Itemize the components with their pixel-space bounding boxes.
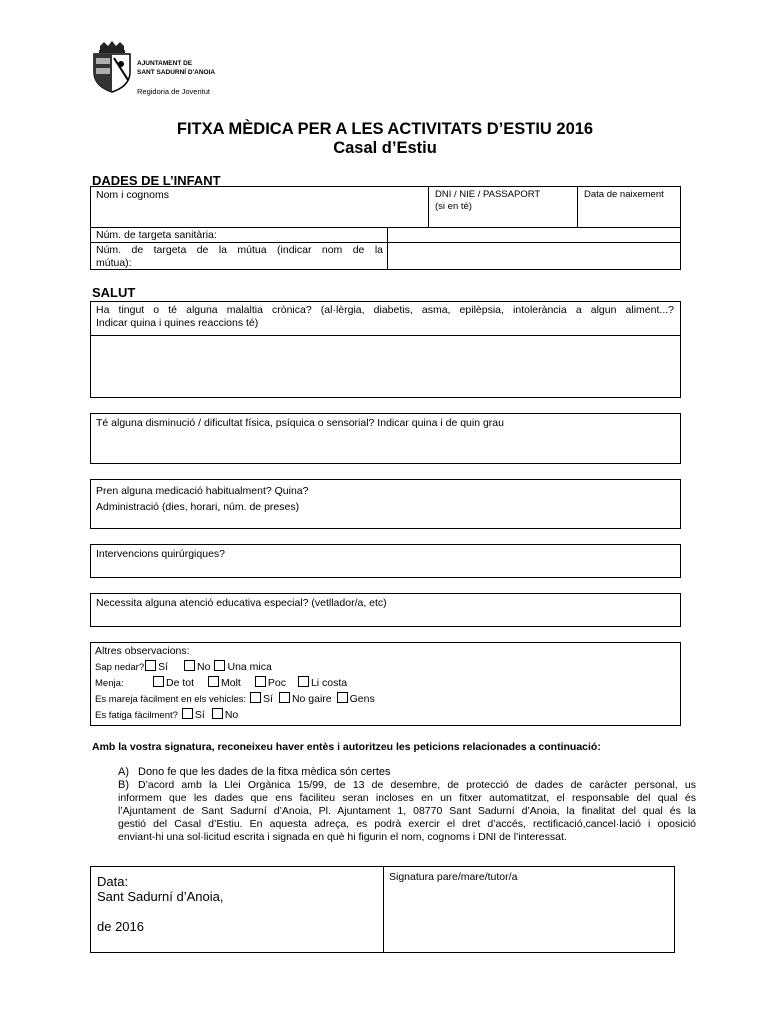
- label-mutua-line1: Núm. de targeta de la mútua (indicar nom de la: [96, 244, 383, 256]
- page-subtitle: Casal d’Estiu: [333, 139, 437, 157]
- org-name: [137, 59, 215, 77]
- field-naixement[interactable]: [577, 186, 681, 228]
- row-vehicles: [95, 692, 375, 705]
- label-lloc: Sant Sadurní d’Anoia,: [97, 889, 224, 904]
- option-nedar-si: Sí: [158, 661, 169, 673]
- consent-b-text: [118, 779, 696, 844]
- row-nedar: [95, 660, 272, 673]
- label-targeta-cell: [90, 227, 388, 243]
- label-dni: [435, 189, 540, 213]
- label-medicacio-line2: Administració (dies, horari, núm. de preses): [96, 501, 300, 513]
- label-intervencions: Intervencions quirúrgiques?: [96, 548, 225, 560]
- label-mutua-cell: [90, 242, 388, 270]
- checkbox-menja-poc[interactable]: [255, 676, 266, 687]
- checkbox-menja-de-tot[interactable]: [153, 676, 164, 687]
- coat-of-arms-icon: [90, 40, 134, 94]
- consent-a: [118, 766, 391, 778]
- divider: [91, 335, 680, 336]
- label-medicacio-line1: Pren alguna medicació habitualment? Quina?: [96, 485, 309, 497]
- label-dni-line2: (si en té): [435, 201, 472, 212]
- field-targeta[interactable]: [387, 227, 681, 243]
- option-nedar-no: No: [197, 661, 211, 673]
- label-atencio: Necessita alguna atenció educativa especial? (vetllador/a, etc): [96, 597, 387, 609]
- label-signatura: Signatura pare/mare/tutor/a: [389, 871, 518, 883]
- field-dni[interactable]: [428, 186, 578, 228]
- field-cronica[interactable]: [90, 301, 681, 398]
- label-dni-line1: DNI / NIE / PASSAPORT: [435, 189, 541, 200]
- field-atencio[interactable]: [90, 593, 681, 627]
- page-title: FITXA MÈDICA PER A LES ACTIVITATS D’ESTIU 2016: [176, 120, 594, 138]
- option-vehicles-gens: Gens: [349, 693, 375, 705]
- row-menja: [95, 676, 347, 689]
- row-fatiga: [95, 708, 238, 721]
- checkbox-nedar-una-mica[interactable]: [214, 660, 225, 671]
- option-menja-li-costa: Li costa: [310, 677, 348, 689]
- checkbox-vehicles-gens[interactable]: [337, 692, 348, 703]
- label-nedar: Sap nedar?: [95, 662, 145, 673]
- field-intervencions[interactable]: [90, 544, 681, 578]
- label-mutua: [96, 244, 383, 269]
- consent-b-line: D’acord amb la Llei Orgànica 15/99, de 13 de desembre, de protecció de dades de caràcter personal, us: [138, 779, 696, 791]
- checkbox-fatiga-no[interactable]: [212, 708, 223, 719]
- label-data: Data:: [97, 874, 129, 889]
- org-line-1: AJUNTAMENT DE: [137, 60, 193, 67]
- consent-b-label: B): [118, 779, 129, 791]
- label-any: de 2016: [97, 919, 144, 934]
- consent-b-line: enviant-hi una sol·licitud escrita i signada en què hi figurin el nom, cognoms i DNI de l’interessat.: [118, 831, 567, 843]
- field-medicacio[interactable]: [90, 479, 681, 529]
- label-nom: Nom i cognoms: [96, 189, 169, 201]
- label-mutua-line2: mútua):: [96, 256, 132, 269]
- label-naixement: Data de naixement: [584, 189, 664, 200]
- label-fatiga: Es fatiga fàcilment?: [95, 710, 178, 721]
- label-vehicles: Es mareja fàcilment en els vehicles:: [95, 694, 247, 705]
- field-nom[interactable]: [90, 186, 429, 228]
- checkbox-menja-molt[interactable]: [208, 676, 219, 687]
- option-menja-molt: Molt: [221, 677, 241, 689]
- checkbox-vehicles-si[interactable]: [250, 692, 261, 703]
- consent-a-label: A): [118, 766, 129, 778]
- org-line-2: SANT SADURNÍ D'ANOIA: [137, 69, 216, 76]
- consent-b-line: informem que les dades que ens faciliteu seran incloses en un fitxer automatitzat, el responsable del qual és: [118, 792, 696, 804]
- consent-b-line: gestió del Casal d’Estiu. En aquesta adreça, es podrà exercir el dret d’accés, rectificació,cancel·lació i oposició: [118, 818, 696, 830]
- checkbox-fatiga-si[interactable]: [182, 708, 193, 719]
- label-cronica: [96, 304, 674, 330]
- option-menja-poc: Poc: [267, 677, 286, 689]
- logo: [90, 40, 134, 94]
- checkbox-nedar-no[interactable]: [184, 660, 195, 671]
- field-disminucio[interactable]: [90, 413, 681, 464]
- label-cronica-line2: Indicar quina i quines reaccions té): [96, 317, 259, 329]
- option-fatiga-no: No: [224, 709, 239, 721]
- label-disminucio: Té alguna disminució / dificultat física, psíquica o sensorial? Indicar quina i de quin grau: [96, 417, 504, 429]
- label-altres: Altres observacions:: [95, 645, 190, 657]
- checkbox-vehicles-no-gaire[interactable]: [279, 692, 290, 703]
- label-cronica-line1: Ha tingut o té alguna malaltia crònica? (al·lèrgia, diabetis, asma, epilèpsia, intolerància a algun aliment...?: [96, 304, 674, 316]
- consent-b-line: l’Ajuntament de Sant Sadurní d’Anoia, Pl. Ajuntament 1, 08770 Sant Sadurní d’Anoia, la finalitat del qual és la: [118, 805, 696, 817]
- section-heading-salut: SALUT: [92, 285, 136, 300]
- consent-heading: Amb la vostra signatura, reconeixeu haver entès i autoritzeu les peticions relacionades a continuació:: [92, 741, 601, 753]
- section-heading-dades: DADES DE L’INFANT: [92, 173, 221, 188]
- option-vehicles-si: Sí: [263, 693, 273, 705]
- label-medicacio: [96, 483, 308, 515]
- option-vehicles-no-gaire: No gaire: [291, 693, 332, 705]
- field-signatura[interactable]: [383, 866, 675, 953]
- label-targeta: Núm. de targeta sanitària:: [96, 229, 217, 241]
- checkbox-nedar-si[interactable]: [145, 660, 156, 671]
- field-mutua[interactable]: [387, 242, 681, 270]
- consent-a-text: Dono fe que les dades de la fitxa mèdica són certes: [138, 766, 391, 778]
- department: Regidoria de Joventut: [137, 87, 210, 96]
- option-menja-de-tot: De tot: [166, 677, 195, 689]
- checkbox-menja-li-costa[interactable]: [298, 676, 309, 687]
- field-data-lloc[interactable]: [90, 866, 384, 953]
- option-nedar-una-mica: Una mica: [227, 661, 272, 673]
- option-fatiga-si: Sí: [194, 709, 205, 721]
- label-menja: Menja:: [95, 678, 124, 689]
